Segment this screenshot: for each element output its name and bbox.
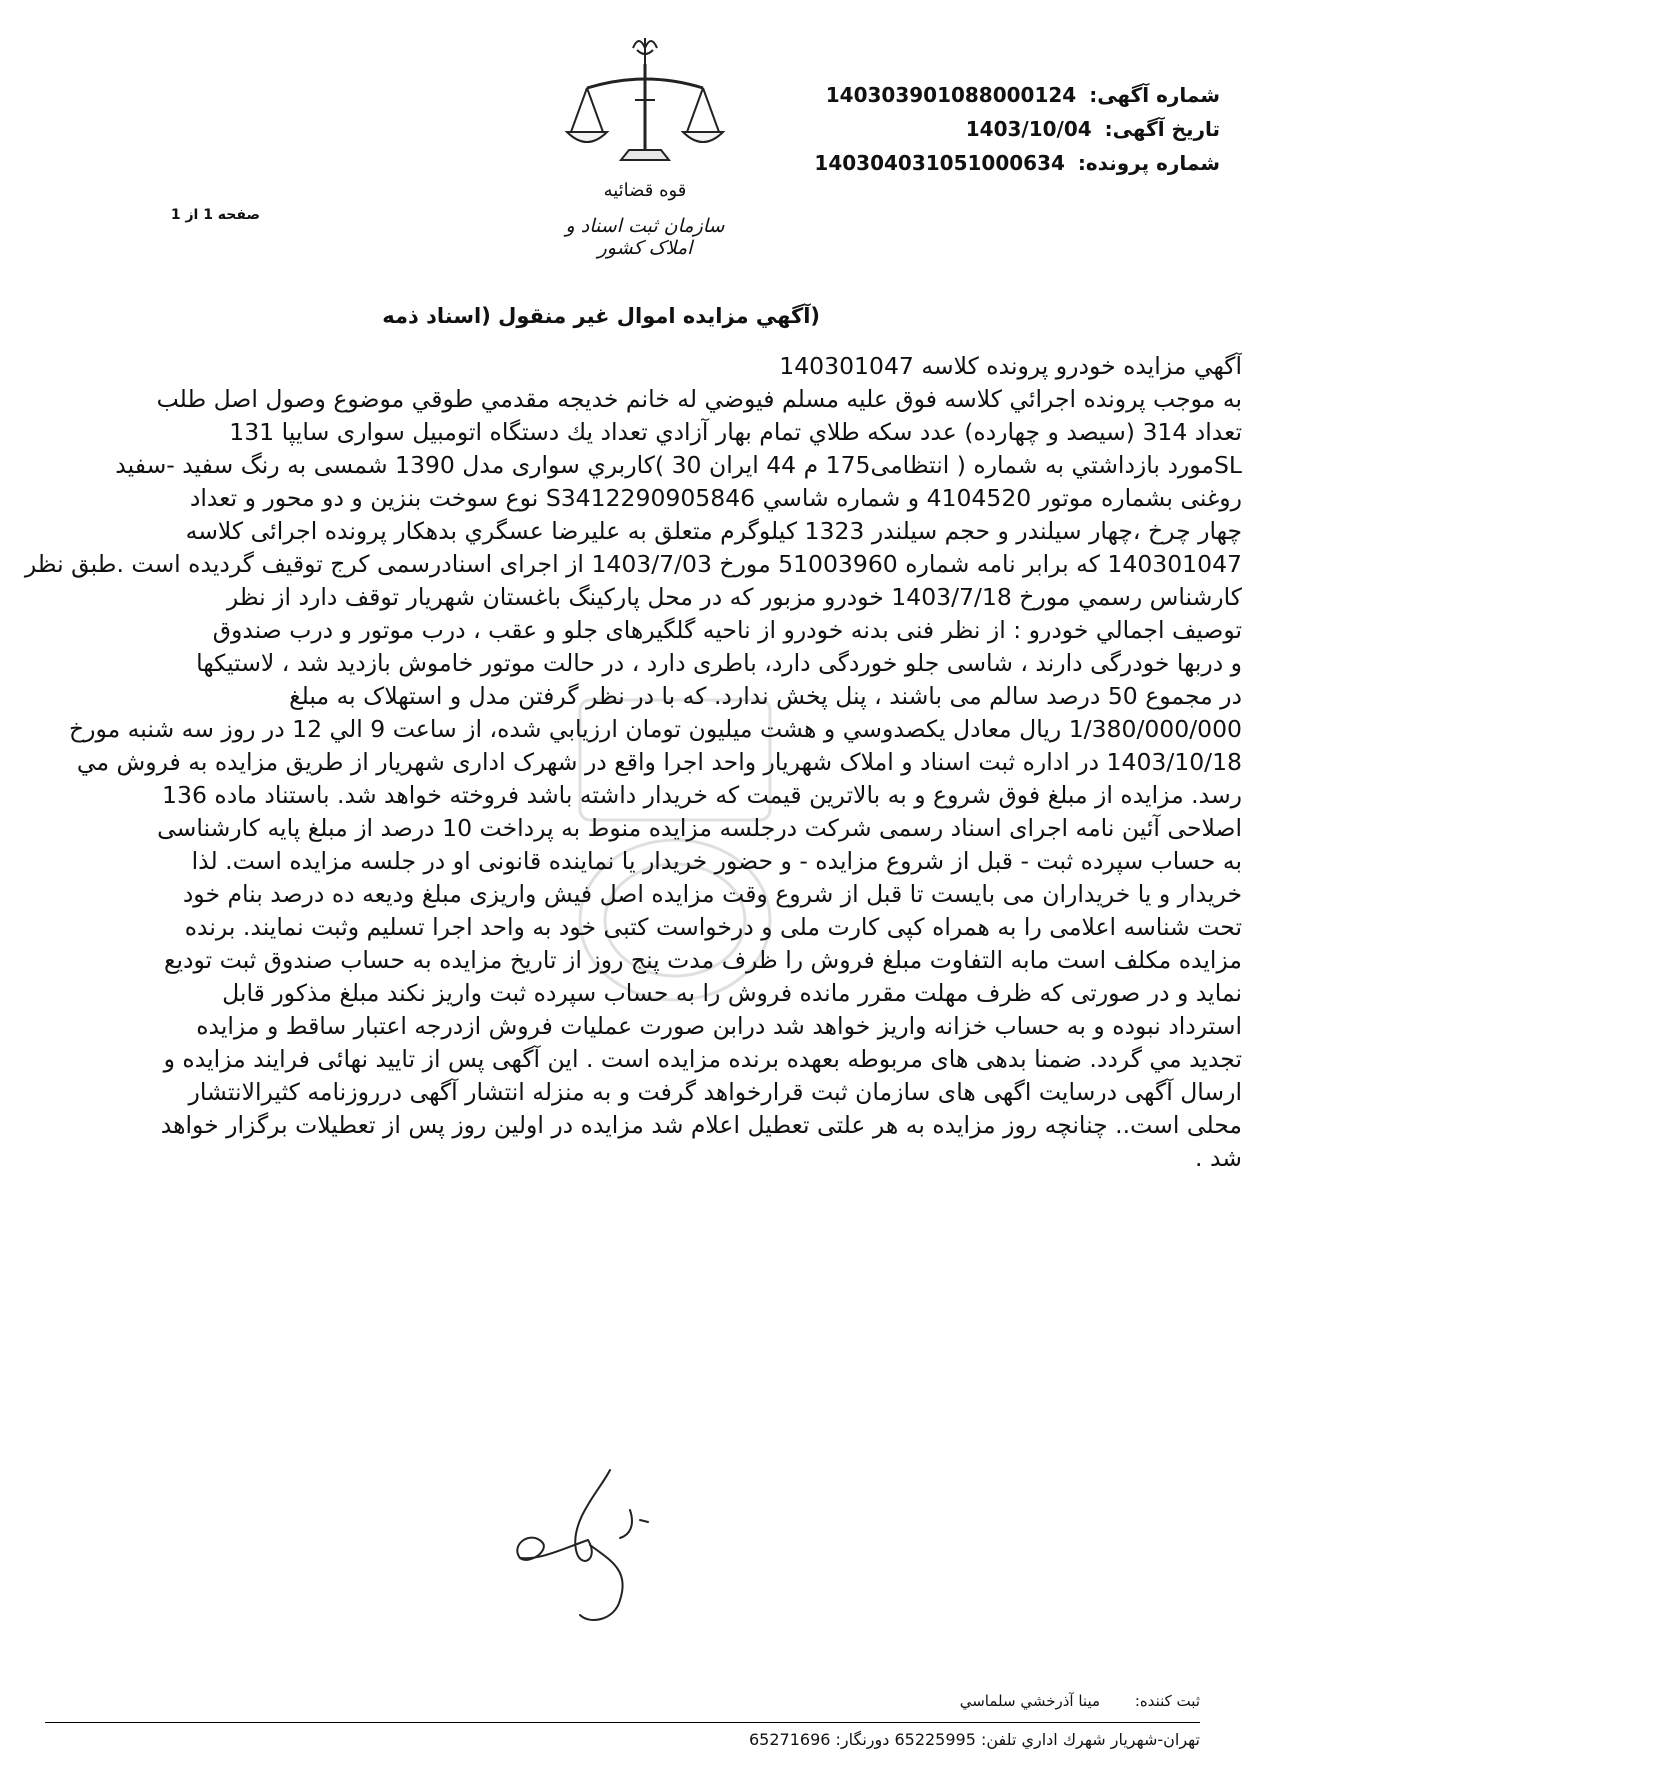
notice-date-row	[780, 112, 1220, 146]
body-line: تعداد 314 (سيصد و چهارده) عدد سكه طلاي تمام بهار آزادي تعداد يك دستگاه اتومبيل سواری سايپا 131	[229, 418, 1242, 446]
body-line: به موجب پرونده اجرائي كلاسه فوق عليه مسلم فيوضي له خانم خديجه مقدمي طوقي موضوع وصول اصل طلب	[156, 385, 1242, 413]
body-line: در مجموع 50 درصد سالم می باشند ، پنل پخش ندارد. كه با در نظر گرفتن مدل و استهلاک به مبلغ	[289, 682, 1242, 710]
emblem-organization-text: سازمان ثبت اسناد و املاک کشور	[565, 215, 725, 259]
file-number: 140304031051000634	[814, 151, 1065, 175]
document-title: (آگهي مزايده اموال غير منقول (اسناد ذمه	[382, 304, 820, 328]
body-line: تجديد مي گردد. ضمنا بدهی های مربوطه بعهده برنده مزايده است . اين آگهی پس از تاييد نهائی فرايند مزايده و	[163, 1045, 1242, 1073]
body-line: اصلاحی آئين نامه اجرای اسناد رسمی شركت درجلسه مزايده منوط به پرداخت 10 درصد از مبلغ پايه كارشناسی	[157, 814, 1242, 842]
notice-number: 140303901088000124	[825, 83, 1077, 107]
notice-date: 1403/10/04	[965, 117, 1092, 141]
body-line: محلی است.. چنانچه روز مزايده به هر علتی تعطيل اعلام شد مزايده در اولين روز پس از تعطيلات برگزار خواهد	[160, 1111, 1242, 1139]
notice-meta	[780, 78, 1220, 180]
body-line: استرداد نبوده و به حساب خزانه واريز خواهد شد درابن صورت عمليات فروش ازدرجه اعتبار ساقط و مزايده	[196, 1012, 1242, 1040]
emblem-judiciary-text: قوه قضائیه	[603, 180, 687, 201]
recorder-info	[940, 1692, 1200, 1710]
body-line: مزايده مكلف است مابه التفاوت مبلغ فروش را ظرف مدت پنج روز از تاريخ مزايده به حساب صندوق ثبت توديع	[163, 946, 1242, 974]
scales-of-justice-icon	[545, 30, 745, 180]
contact-info: تهران-شهريار شهرك اداري تلفن: 65225995 دورنگار: 65271696	[748, 1730, 1200, 1749]
body-line: شد .	[1195, 1144, 1242, 1172]
notice-body	[10, 350, 1242, 1175]
body-line: آگهي مزايده خودرو پرونده كلاسه 140301047	[779, 352, 1242, 380]
body-line: و دربها خودرگی دارند ، شاسی جلو خوردگی دارد، باطری دارد ، در حالت موتور خاموش بازديد شد ، لاستيكها	[196, 649, 1242, 677]
file-number-row	[780, 146, 1220, 180]
page-number: صفحه 1 از 1	[170, 207, 260, 223]
body-line: SLمورد بازداشتي به شماره ( انتظامی175 م 44 ايران 30 )كاربري سواری مدل 1390 شمسی به رنگ سفيد -سفيد	[115, 451, 1242, 479]
file-number-label: شماره پرونده:	[1077, 151, 1220, 175]
body-line: روغنی بشماره موتور 4104520 و شماره شاسي S3412290905846 نوع سوخت بنزين و دو محور و تعداد	[189, 484, 1242, 512]
body-line: كارشناس رسمي مورخ 1403/7/18 خودرو مزبور كه در محل پاركينگ باغستان شهريار توقف دارد از نظر	[226, 583, 1242, 611]
recorder-label: ثبت كننده:	[1134, 1692, 1200, 1710]
notice-number-label: شماره آگهی:	[1089, 83, 1220, 107]
handwritten-signature	[480, 1450, 710, 1640]
body-line: 1/380/000/000 ريال معادل يكصدوسي و هشت ميليون تومان ارزيابي شده، از ساعت 9 الي 12 در روز سه شنبه مورخ	[68, 715, 1242, 743]
body-line: 1403/10/18 در اداره ثبت اسناد و املاک شهريار واحد اجرا واقع در شهرک اداری شهريار از طريق مزايده به فروش مي	[76, 748, 1242, 776]
body-line: تحت شناسه اعلامی را به همراه كپی كارت ملی و درخواست كتبی خود به واحد اجرا تسليم وثبت نمايند. برنده	[184, 913, 1242, 941]
body-line: به حساب سپرده ثبت - قبل از شروع مزايده - و حضور خريدار يا نماينده قانونی او در جلسه مزايده است. لذا	[191, 847, 1242, 875]
body-line: 140301047 كه برابر نامه شماره 51003960 مورخ 1403/7/03 از اجرای اسنادرسمی كرج توقيف گرديده است .طبق نظر	[24, 550, 1242, 578]
notice-number-row	[780, 78, 1220, 112]
recorder-name: مينا آذرخشي سلماسي	[959, 1692, 1101, 1710]
judiciary-emblem	[545, 30, 745, 260]
body-line: توصيف اجمالي خودرو : از نظر فنی بدنه خودرو از ناحيه گلگيرهای جلو و عقب ، درب موتور و درب صندوق	[212, 616, 1242, 644]
body-line: خريدار و يا خريداران می بايست تا قبل از شروع وقت مزايده اصل فيش واريزی مبلغ وديعه ده درصد بنام خود	[182, 880, 1242, 908]
body-line: ارسال آگهی درسايت اگهی های سازمان ثبت قرارخواهد گرفت و به منزله انتشار آگهی درروزنامه كثيرالانتشار	[188, 1078, 1242, 1106]
notice-date-label: تاريخ آگهی:	[1104, 117, 1220, 141]
footer-divider	[45, 1722, 1200, 1723]
body-line: نمايد و در صورتی كه ظرف مهلت مقرر مانده فروش را به حساب سپرده ثبت واريز نكند مبلغ مذكور قابل	[222, 979, 1242, 1007]
body-line: چهار چرخ ،چهار سيلندر و حجم سيلندر 1323 كيلوگرم متعلق به عليرضا عسگري بدهكار پرونده اجرائی كلاسه	[185, 517, 1242, 545]
body-line: رسد. مزايده از مبلغ فوق شروع و به بالاترين قيمت كه خريدار داشته باشد فروخته خواهد شد. باستناد ماده 136	[162, 781, 1242, 809]
